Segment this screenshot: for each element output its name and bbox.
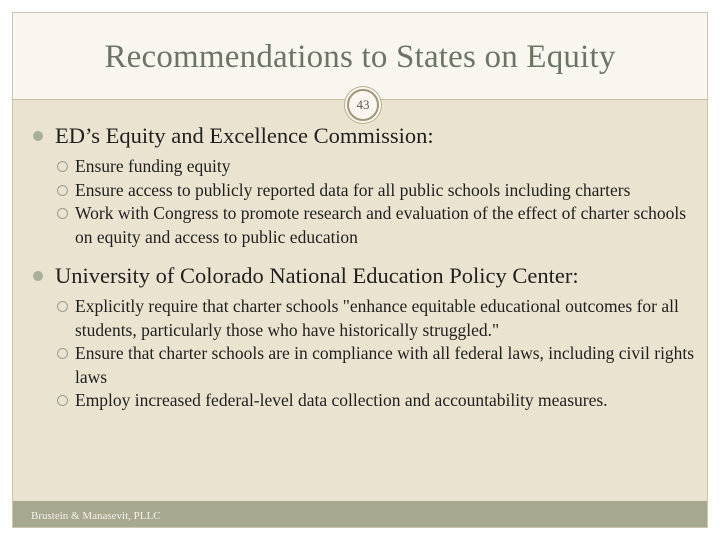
list-item-text: Ensure that charter schools are in compliance with all federal laws, including civil rights laws — [75, 343, 695, 387]
bullet-list — [27, 155, 697, 249]
page-number-badge: 43 — [347, 89, 379, 121]
footer-text: Brustein & Manasevit, PLLC — [31, 510, 161, 522]
filled-bullet-icon — [33, 131, 43, 141]
ring-bullet-icon — [57, 161, 68, 172]
title-band — [13, 13, 707, 100]
ring-bullet-icon — [57, 395, 68, 406]
list-item-text: Work with Congress to promote research and evaluation of the effect of charter schools on equity and access to public education — [75, 203, 687, 247]
ring-bullet-icon — [57, 301, 68, 312]
ring-bullet-icon — [57, 185, 68, 196]
ring-bullet-icon — [57, 348, 68, 359]
list-item-text: Ensure access to publicly reported data for all public schools including charters — [75, 179, 631, 200]
section-heading-text: University of Colorado National Education Policy Center: — [55, 263, 579, 288]
slide-content — [27, 123, 697, 427]
footer-band — [13, 501, 707, 527]
list-item — [27, 202, 697, 249]
list-item-text: Employ increased federal-level data collection and accountability measures. — [75, 390, 608, 410]
list-item — [27, 295, 697, 342]
ring-bullet-icon — [57, 208, 68, 219]
section-heading-text: ED’s Equity and Excellence Commission: — [55, 123, 434, 148]
section-heading — [27, 123, 697, 149]
slide-title: Recommendations to States on Equity — [104, 39, 616, 75]
list-item — [27, 389, 697, 413]
list-item-text: Explicitly require that charter schools "enhance equitable educational outcomes for all students, particularly those who have historically struggled." — [75, 296, 679, 340]
list-item — [27, 179, 697, 203]
slide — [12, 12, 708, 528]
list-item — [27, 155, 697, 179]
bullet-list — [27, 295, 697, 413]
list-item-text: Ensure funding equity — [75, 156, 231, 176]
filled-bullet-icon — [33, 271, 43, 281]
section-heading — [27, 263, 697, 289]
list-item — [27, 342, 697, 389]
